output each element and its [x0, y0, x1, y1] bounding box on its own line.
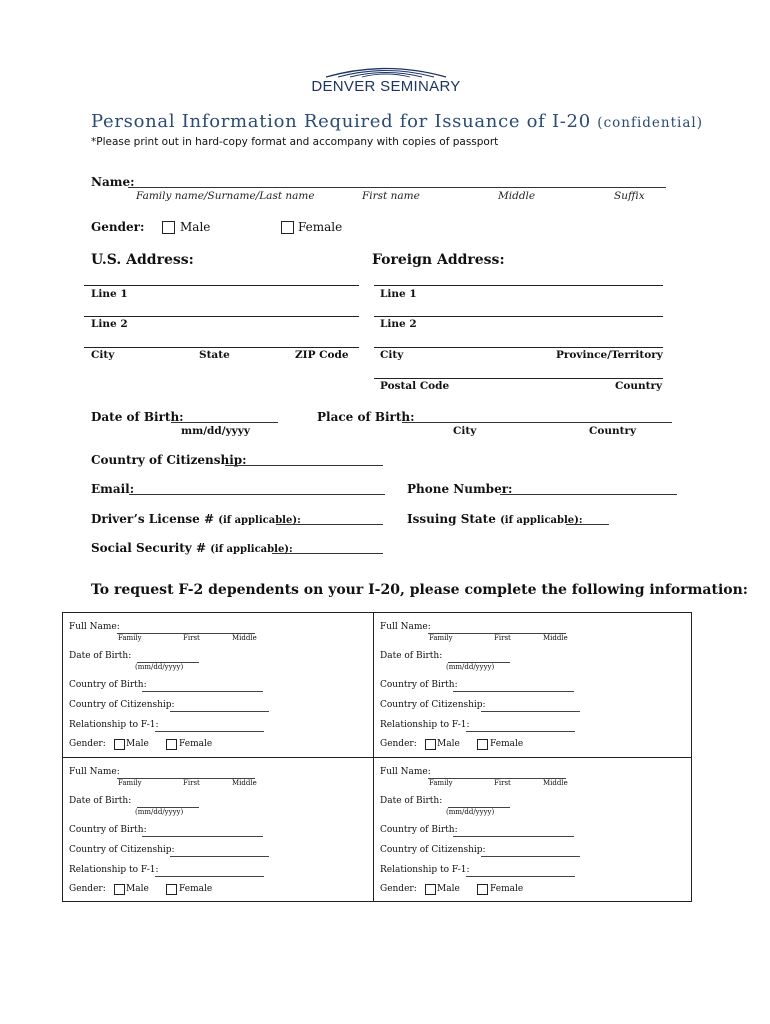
title-confidential: (confidential) — [597, 115, 703, 131]
dep2-male-label: Male — [437, 739, 460, 749]
dep4-female-label: Female — [490, 884, 524, 894]
dep4-female-checkbox[interactable] — [477, 884, 488, 895]
phone-input[interactable] — [500, 494, 677, 495]
name-first-caption: First name — [362, 190, 420, 202]
dep1-fullname-input[interactable] — [117, 633, 255, 634]
dep3-family-caption: Family — [118, 779, 142, 787]
dep4-birth-country-input[interactable] — [453, 836, 574, 837]
citizenship-input[interactable] — [225, 465, 383, 466]
dob-format: mm/dd/yyyy — [181, 425, 250, 437]
email-input[interactable] — [129, 494, 385, 495]
dep1-dob-label: Date of Birth: — [69, 651, 132, 661]
foreign-address-heading: Foreign Address: — [372, 252, 505, 268]
dep1-relationship-input[interactable] — [155, 731, 264, 732]
us-state-label: State — [199, 349, 230, 361]
dep3-birth-country-label: Country of Birth: — [69, 825, 147, 835]
dep4-family-caption: Family — [429, 779, 453, 787]
dep2-citizenship-label: Country of Citizenship: — [380, 700, 486, 710]
dep4-male-label: Male — [437, 884, 460, 894]
name-label: Name: — [91, 175, 135, 189]
dep4-gender-label: Gender: — [380, 884, 417, 894]
dep2-dob-input[interactable] — [448, 662, 510, 663]
dep2-citizenship-input[interactable] — [481, 711, 580, 712]
dep3-first-caption: First — [183, 779, 200, 787]
dep3-gender-label: Gender: — [69, 884, 106, 894]
dep2-fullname-label: Full Name: — [380, 622, 431, 632]
foreign-province-label: Province/Territory — [556, 349, 663, 361]
instructions: *Please print out in hard-copy format and accompany with copies of passport — [91, 136, 499, 148]
dep3-birth-country-input[interactable] — [142, 836, 263, 837]
foreign-city-province-input[interactable] — [374, 347, 663, 348]
name-middle-caption: Middle — [498, 190, 536, 202]
dep2-gender-label: Gender: — [380, 739, 417, 749]
gender-male-label: Male — [180, 220, 211, 234]
dep1-female-label: Female — [179, 739, 213, 749]
us-city-label: City — [91, 349, 115, 361]
name-family-caption: Family name/Surname/Last name — [136, 190, 315, 202]
issuing-label-text: Issuing State — [407, 512, 496, 526]
citizenship-label: Country of Citizenship: — [91, 453, 247, 467]
dep4-first-caption: First — [494, 779, 511, 787]
dep3-relationship-input[interactable] — [155, 876, 264, 877]
dep3-relationship-label: Relationship to F-1: — [69, 865, 159, 875]
license-input[interactable] — [276, 524, 383, 525]
pob-label: Place of Birth: — [317, 410, 415, 424]
foreign-line1-input[interactable] — [374, 285, 663, 286]
dep4-fullname-input[interactable] — [428, 778, 566, 779]
dep1-relationship-label: Relationship to F-1: — [69, 720, 159, 730]
dep1-female-checkbox[interactable] — [166, 739, 177, 750]
dep2-dob-label: Date of Birth: — [380, 651, 443, 661]
foreign-postal-label: Postal Code — [380, 380, 450, 392]
issuing-input[interactable] — [566, 524, 609, 525]
dep4-dob-label: Date of Birth: — [380, 796, 443, 806]
dep2-fullname-input[interactable] — [428, 633, 566, 634]
dep3-citizenship-label: Country of Citizenship: — [69, 845, 175, 855]
dependents-divider-horizontal — [62, 757, 692, 758]
dep2-family-caption: Family — [429, 634, 453, 642]
dep1-middle-caption: Middle — [232, 634, 257, 642]
dep1-gender-label: Gender: — [69, 739, 106, 749]
dep3-dob-input[interactable] — [137, 807, 199, 808]
dep1-birth-country-label: Country of Birth: — [69, 680, 147, 690]
dep2-male-checkbox[interactable] — [425, 739, 436, 750]
name-input[interactable] — [128, 187, 666, 188]
dep2-birth-country-label: Country of Birth: — [380, 680, 458, 690]
dep1-first-caption: First — [183, 634, 200, 642]
gender-label: Gender: — [91, 220, 145, 234]
dep3-female-label: Female — [179, 884, 213, 894]
dep3-male-label: Male — [126, 884, 149, 894]
foreign-country-label: Country — [615, 380, 663, 392]
dep2-middle-caption: Middle — [543, 634, 568, 642]
seminary-logo — [308, 62, 464, 96]
foreign-line2-input[interactable] — [374, 316, 663, 317]
ssn-label — [91, 541, 293, 555]
dep4-citizenship-label: Country of Citizenship: — [380, 845, 486, 855]
us-line1-input[interactable] — [84, 285, 359, 286]
dep1-fullname-label: Full Name: — [69, 622, 120, 632]
dep1-birth-country-input[interactable] — [142, 691, 263, 692]
gender-male-checkbox[interactable] — [162, 221, 175, 234]
dep2-relationship-label: Relationship to F-1: — [380, 720, 470, 730]
dep3-male-checkbox[interactable] — [114, 884, 125, 895]
foreign-postal-country-input[interactable] — [374, 378, 663, 379]
dep3-dob-label: Date of Birth: — [69, 796, 132, 806]
license-note: (if applicable): — [218, 515, 301, 526]
dep2-dob-format: (mm/dd/yyyy) — [446, 663, 495, 671]
dep1-dob-format: (mm/dd/yyyy) — [135, 663, 184, 671]
ssn-label-text: Social Security # — [91, 541, 207, 555]
dep4-relationship-label: Relationship to F-1: — [380, 865, 470, 875]
dep3-middle-caption: Middle — [232, 779, 257, 787]
dep3-citizenship-input[interactable] — [170, 856, 269, 857]
us-line2-input[interactable] — [84, 316, 359, 317]
dep4-birth-country-label: Country of Birth: — [380, 825, 458, 835]
pob-input[interactable] — [402, 422, 672, 423]
dep2-birth-country-input[interactable] — [453, 691, 574, 692]
foreign-city-label: City — [380, 349, 404, 361]
dep4-dob-format: (mm/dd/yyyy) — [446, 808, 495, 816]
logo-text: DENVER SEMINARY — [311, 78, 461, 95]
us-line1-label: Line 1 — [91, 288, 128, 300]
dep1-male-checkbox[interactable] — [114, 739, 125, 750]
dep2-female-label: Female — [490, 739, 524, 749]
license-label-text: Driver’s License # — [91, 512, 215, 526]
title-main: Personal Information Required for Issuance of I-20 — [91, 111, 591, 132]
dep4-citizenship-input[interactable] — [481, 856, 580, 857]
ssn-input[interactable] — [272, 553, 383, 554]
dep4-male-checkbox[interactable] — [425, 884, 436, 895]
dependents-heading: To request F-2 dependents on your I-20, please complete the following information: — [91, 582, 748, 598]
foreign-line2-label: Line 2 — [380, 318, 417, 330]
issuing-label — [407, 512, 583, 526]
dep4-middle-caption: Middle — [543, 779, 568, 787]
dep3-dob-format: (mm/dd/yyyy) — [135, 808, 184, 816]
dep2-female-checkbox[interactable] — [477, 739, 488, 750]
dep2-relationship-input[interactable] — [466, 731, 575, 732]
us-address-heading: U.S. Address: — [91, 252, 194, 268]
dob-input[interactable] — [171, 422, 278, 423]
gender-female-label: Female — [298, 220, 343, 234]
license-label — [91, 512, 301, 526]
dep1-family-caption: Family — [118, 634, 142, 642]
us-zip-label: ZIP Code — [295, 349, 349, 361]
dep2-first-caption: First — [494, 634, 511, 642]
us-line2-label: Line 2 — [91, 318, 128, 330]
dep3-fullname-input[interactable] — [117, 778, 255, 779]
dep4-relationship-input[interactable] — [466, 876, 575, 877]
foreign-line1-label: Line 1 — [380, 288, 417, 300]
name-suffix-caption: Suffix — [614, 190, 645, 202]
dep1-dob-input[interactable] — [137, 662, 199, 663]
seminary-logo-icon — [308, 62, 464, 78]
page-title — [91, 111, 703, 132]
dep4-dob-input[interactable] — [448, 807, 510, 808]
email-label: Email: — [91, 482, 135, 496]
dep1-citizenship-input[interactable] — [170, 711, 269, 712]
gender-female-checkbox[interactable] — [281, 221, 294, 234]
dep4-fullname-label: Full Name: — [380, 767, 431, 777]
phone-label: Phone Number: — [407, 482, 513, 496]
issuing-note: (if applicable): — [500, 515, 583, 526]
dep3-fullname-label: Full Name: — [69, 767, 120, 777]
dep3-female-checkbox[interactable] — [166, 884, 177, 895]
ssn-note: (if applicable): — [210, 544, 293, 555]
pob-country-caption: Country — [589, 425, 637, 437]
dob-label: Date of Birth: — [91, 410, 184, 424]
dep1-citizenship-label: Country of Citizenship: — [69, 700, 175, 710]
us-city-state-zip-input[interactable] — [84, 347, 359, 348]
pob-city-caption: City — [453, 425, 477, 437]
dep1-male-label: Male — [126, 739, 149, 749]
